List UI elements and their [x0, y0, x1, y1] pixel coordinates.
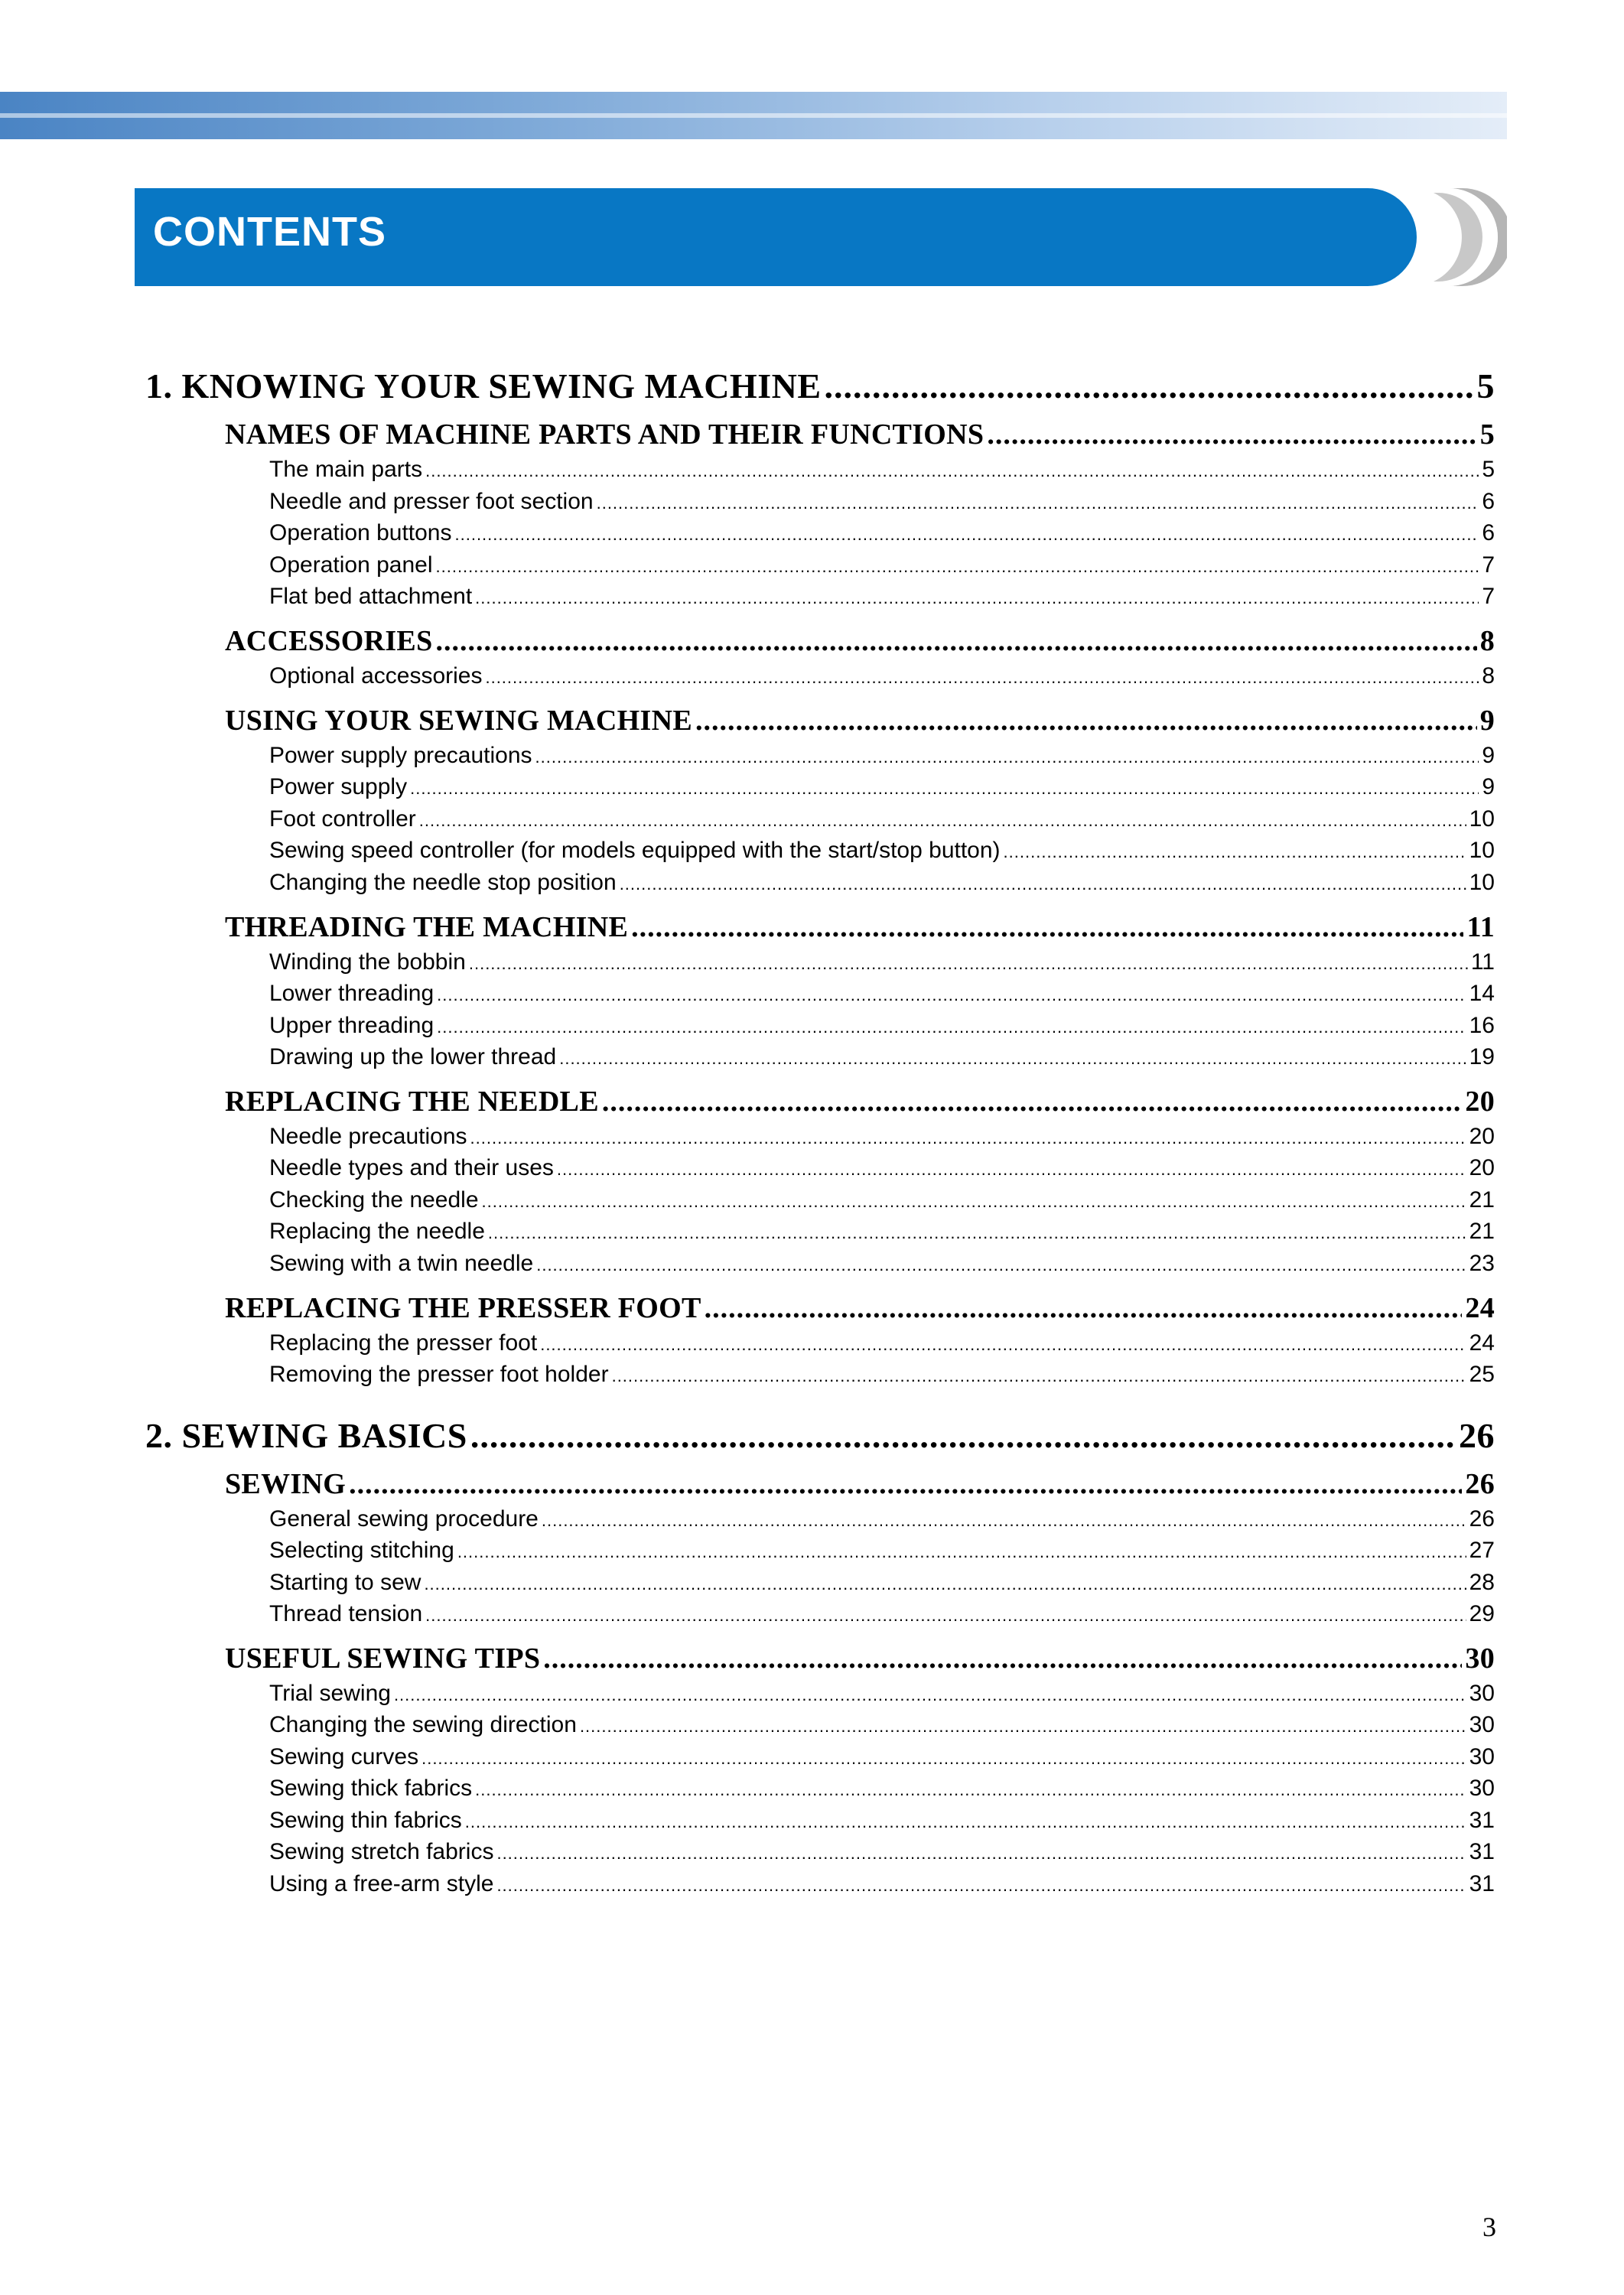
- dot-leader: [485, 663, 1479, 689]
- toc-item[interactable]: [269, 1219, 1495, 1245]
- item-page: 25: [1469, 1362, 1495, 1387]
- toc-item[interactable]: [269, 1601, 1495, 1627]
- dot-leader: [536, 1251, 1466, 1277]
- dot-leader: [475, 584, 1479, 610]
- chapter-page: 26: [1459, 1416, 1495, 1455]
- page-number: 3: [1482, 2212, 1496, 2242]
- item-page: 23: [1469, 1251, 1495, 1276]
- item-page: 10: [1469, 806, 1495, 832]
- dot-leader: [612, 1362, 1466, 1388]
- section-title: USING YOUR SEWING MACHINE: [225, 705, 692, 737]
- item-page: 31: [1469, 1839, 1495, 1864]
- dot-leader: [543, 1642, 1462, 1675]
- item-title: Replacing the presser foot: [269, 1330, 538, 1356]
- item-page: 21: [1469, 1187, 1495, 1213]
- section-page: 9: [1479, 705, 1495, 737]
- item-title: Flat bed attachment: [269, 584, 473, 609]
- toc-item[interactable]: [269, 949, 1495, 975]
- item-page: 20: [1469, 1124, 1495, 1149]
- chapter-page: 5: [1476, 366, 1495, 405]
- toc-section-using-your-sewing-machine[interactable]: [225, 704, 1495, 737]
- dot-leader: [1004, 838, 1466, 864]
- dot-leader: [602, 1085, 1463, 1118]
- dot-leader: [475, 1776, 1466, 1802]
- item-title: Needle and presser foot section: [269, 489, 594, 514]
- toc-item[interactable]: [269, 838, 1495, 864]
- item-title: Checking the needle: [269, 1187, 479, 1213]
- toc-chapter-1[interactable]: [145, 366, 1495, 406]
- dot-leader: [540, 1330, 1466, 1356]
- dot-leader: [421, 1744, 1466, 1770]
- item-title: Changing the sewing direction: [269, 1712, 577, 1737]
- item-title: Selecting stitching: [269, 1538, 454, 1563]
- dot-leader: [470, 1415, 1456, 1456]
- item-title: Replacing the needle: [269, 1219, 485, 1244]
- dot-leader: [620, 870, 1466, 896]
- toc-item[interactable]: [269, 743, 1495, 769]
- item-title: Upper threading: [269, 1013, 434, 1038]
- dot-leader: [455, 520, 1479, 546]
- item-page: 28: [1469, 1570, 1495, 1595]
- item-title: Sewing stretch fabrics: [269, 1839, 494, 1864]
- toc-item[interactable]: [269, 1712, 1495, 1738]
- toc-item[interactable]: [269, 1155, 1495, 1181]
- section-title: THREADING THE MACHINE: [225, 911, 629, 943]
- dot-leader: [488, 1219, 1466, 1245]
- toc-item[interactable]: [269, 981, 1495, 1007]
- toc-item[interactable]: [269, 1251, 1495, 1277]
- dot-leader: [437, 981, 1466, 1007]
- item-page: 6: [1482, 489, 1495, 514]
- item-title: Thread tension: [269, 1601, 423, 1626]
- toc-item[interactable]: [269, 1808, 1495, 1834]
- dot-leader: [535, 743, 1479, 769]
- item-page: 30: [1469, 1681, 1495, 1706]
- item-page: 19: [1469, 1044, 1495, 1069]
- toc-item[interactable]: [269, 1044, 1495, 1070]
- section-title: SEWING: [225, 1468, 347, 1500]
- toc-item[interactable]: [269, 1681, 1495, 1707]
- dot-leader: [410, 774, 1479, 800]
- dot-leader: [425, 1601, 1466, 1627]
- toc-item[interactable]: [269, 1744, 1495, 1770]
- toc-item[interactable]: [269, 870, 1495, 896]
- item-title: Operation buttons: [269, 520, 452, 545]
- dot-leader: [469, 949, 1468, 975]
- section-page: 24: [1465, 1292, 1495, 1324]
- item-page: 9: [1482, 774, 1495, 799]
- item-page: 5: [1482, 457, 1495, 482]
- item-page: 7: [1482, 552, 1495, 578]
- section-page: 30: [1465, 1642, 1495, 1675]
- toc-item[interactable]: [269, 1871, 1495, 1897]
- toc-section-names-of-machine-parts[interactable]: [225, 418, 1495, 451]
- dot-leader: [424, 1570, 1466, 1596]
- dot-leader: [597, 489, 1479, 515]
- dot-leader: [465, 1808, 1466, 1834]
- toc-item[interactable]: [269, 774, 1495, 800]
- toc-item[interactable]: [269, 806, 1495, 832]
- dot-leader: [695, 704, 1477, 737]
- toc-item[interactable]: [269, 489, 1495, 515]
- item-page: 21: [1469, 1219, 1495, 1244]
- item-title: Power supply: [269, 774, 408, 799]
- item-title: Trial sewing: [269, 1681, 391, 1706]
- toc-item[interactable]: [269, 663, 1495, 689]
- dot-leader: [436, 624, 1477, 658]
- section-title: USEFUL SEWING TIPS: [225, 1642, 541, 1675]
- dot-leader: [437, 1013, 1466, 1039]
- item-title: Foot controller: [269, 806, 416, 832]
- item-page: 8: [1482, 663, 1495, 688]
- item-page: 29: [1469, 1601, 1495, 1626]
- dot-leader: [436, 552, 1479, 578]
- item-page: 6: [1482, 520, 1495, 545]
- section-page: 8: [1479, 625, 1495, 657]
- toc-item[interactable]: [269, 1506, 1495, 1532]
- toc-item[interactable]: [269, 1362, 1495, 1388]
- toc-section-sewing[interactable]: [225, 1467, 1495, 1501]
- item-title: Lower threading: [269, 981, 434, 1006]
- dot-leader: [419, 806, 1466, 832]
- section-page: 20: [1465, 1086, 1495, 1118]
- dot-leader: [705, 1291, 1463, 1325]
- dot-leader: [482, 1187, 1466, 1213]
- item-title: Winding the bobbin: [269, 949, 466, 975]
- item-title: Needle types and their uses: [269, 1155, 554, 1180]
- section-title: REPLACING THE NEEDLE: [225, 1086, 599, 1118]
- toc-item[interactable]: [269, 1124, 1495, 1150]
- section-page: 5: [1479, 418, 1495, 451]
- item-page: 31: [1469, 1808, 1495, 1833]
- dot-leader: [470, 1124, 1466, 1150]
- section-title: NAMES OF MACHINE PARTS AND THEIR FUNCTIONS: [225, 418, 984, 451]
- toc-item[interactable]: [269, 1776, 1495, 1802]
- dot-leader: [580, 1712, 1466, 1738]
- item-title: Removing the presser foot holder: [269, 1362, 609, 1387]
- dot-leader: [349, 1467, 1462, 1501]
- item-title: Sewing curves: [269, 1744, 419, 1769]
- item-title: Sewing thick fabrics: [269, 1776, 473, 1801]
- toc-chapter-2[interactable]: [145, 1415, 1495, 1456]
- item-page: 14: [1469, 981, 1495, 1006]
- dot-leader: [394, 1681, 1466, 1707]
- dot-leader: [559, 1044, 1466, 1070]
- toc-section-threading-the-machine[interactable]: [225, 910, 1495, 944]
- item-page: 31: [1469, 1871, 1495, 1896]
- toc-item[interactable]: [269, 1570, 1495, 1596]
- item-title: Needle precautions: [269, 1124, 467, 1149]
- chapter-title: 2. SEWING BASICS: [145, 1416, 467, 1455]
- section-title: REPLACING THE PRESSER FOOT: [225, 1292, 701, 1324]
- dot-leader: [457, 1538, 1466, 1564]
- toc-section-replacing-the-presser-foot[interactable]: [225, 1291, 1495, 1325]
- toc-item[interactable]: [269, 1330, 1495, 1356]
- item-title: General sewing procedure: [269, 1506, 539, 1532]
- section-page: 26: [1465, 1468, 1495, 1500]
- item-title: The main parts: [269, 457, 423, 482]
- item-page: 10: [1469, 838, 1495, 863]
- toc-item[interactable]: [269, 1538, 1495, 1564]
- item-title: Sewing thin fabrics: [269, 1808, 462, 1833]
- toc-item[interactable]: [269, 584, 1495, 610]
- page-title: CONTENTS: [153, 209, 386, 255]
- toc-item[interactable]: [269, 1839, 1495, 1865]
- item-title: Optional accessories: [269, 663, 483, 688]
- item-page: 24: [1469, 1330, 1495, 1356]
- toc-item[interactable]: [269, 457, 1495, 483]
- dot-leader: [496, 1839, 1466, 1865]
- item-title: Starting to sew: [269, 1570, 421, 1595]
- dot-leader: [825, 366, 1474, 406]
- dot-leader: [987, 418, 1476, 451]
- item-title: Changing the needle stop position: [269, 870, 617, 895]
- toc-section-accessories[interactable]: [225, 624, 1495, 658]
- dot-leader: [557, 1155, 1466, 1181]
- dot-leader: [425, 457, 1479, 483]
- section-title: ACCESSORIES: [225, 625, 433, 657]
- item-title: Drawing up the lower thread: [269, 1044, 557, 1069]
- toc-section-useful-sewing-tips[interactable]: [225, 1642, 1495, 1675]
- item-title: Power supply precautions: [269, 743, 532, 768]
- item-page: 16: [1469, 1013, 1495, 1038]
- dot-leader: [542, 1506, 1466, 1532]
- chapter-title: 1. KNOWING YOUR SEWING MACHINE: [145, 366, 822, 405]
- toc-section-replacing-the-needle[interactable]: [225, 1085, 1495, 1118]
- dot-leader: [631, 910, 1463, 944]
- item-page: 30: [1469, 1744, 1495, 1769]
- item-page: 26: [1469, 1506, 1495, 1532]
- toc-item[interactable]: [269, 552, 1495, 578]
- item-title: Using a free-arm style: [269, 1871, 494, 1896]
- item-page: 7: [1482, 584, 1495, 609]
- item-page: 30: [1469, 1776, 1495, 1801]
- item-title: Sewing with a twin needle: [269, 1251, 534, 1276]
- item-page: 27: [1469, 1538, 1495, 1563]
- toc-item[interactable]: [269, 1013, 1495, 1039]
- section-page: 11: [1466, 911, 1495, 943]
- item-title: Sewing speed controller (for models equipped with the start/stop button): [269, 838, 1001, 863]
- item-title: Operation panel: [269, 552, 433, 578]
- dot-leader: [496, 1871, 1466, 1897]
- item-page: 30: [1469, 1712, 1495, 1737]
- toc-item[interactable]: [269, 1187, 1495, 1213]
- item-page: 10: [1469, 870, 1495, 895]
- toc-item[interactable]: [269, 520, 1495, 546]
- item-page: 11: [1470, 949, 1495, 975]
- item-page: 9: [1482, 743, 1495, 768]
- item-page: 20: [1469, 1155, 1495, 1180]
